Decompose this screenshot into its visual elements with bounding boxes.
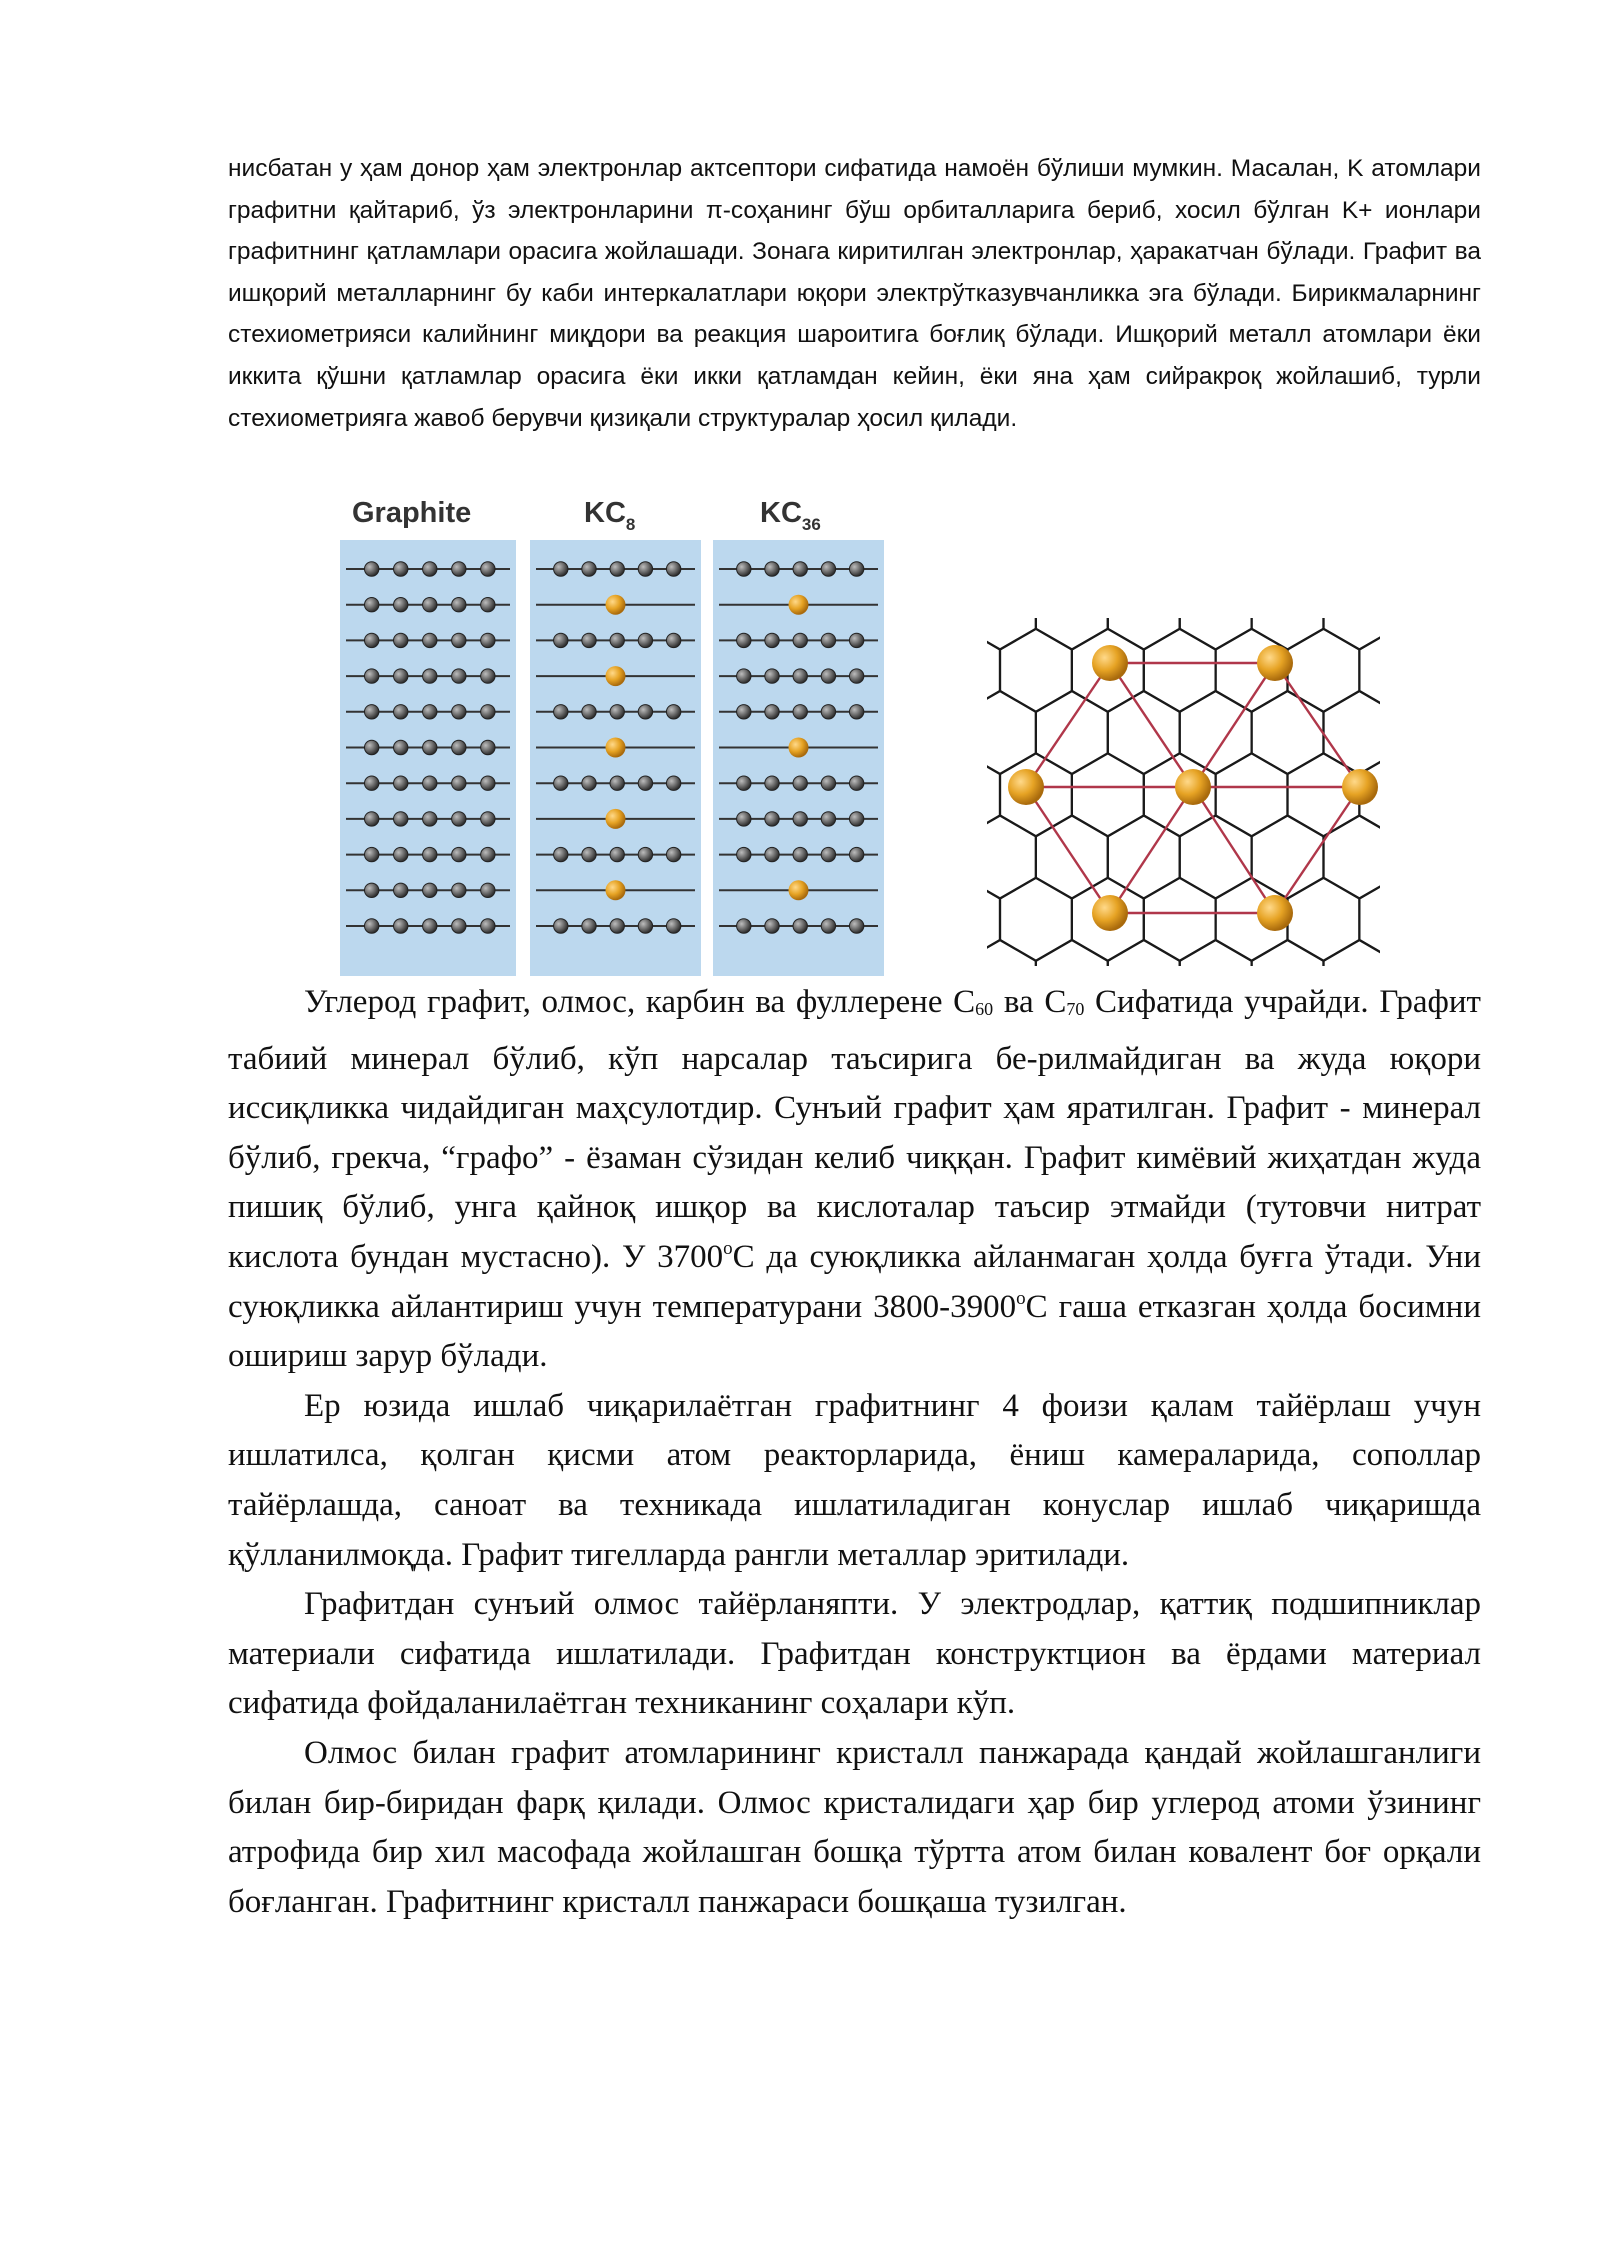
potassium-atom	[789, 595, 809, 615]
hexagon	[892, 691, 964, 774]
hexagon	[1288, 504, 1360, 587]
carbon-atom	[423, 883, 437, 897]
carbon-atom	[394, 776, 408, 790]
carbon-atom	[638, 562, 652, 576]
carbon-atom	[737, 847, 751, 861]
carbon-atom	[765, 812, 779, 826]
hexagon	[1288, 629, 1360, 712]
carbon-atom	[364, 705, 378, 719]
carbon-atom	[765, 776, 779, 790]
carbon-atom	[821, 919, 835, 933]
potassium-site	[1175, 769, 1211, 805]
carbon-atom	[666, 919, 680, 933]
k-k-bond	[1026, 787, 1110, 913]
hexagon	[1359, 504, 1420, 587]
carbon-atom	[364, 669, 378, 683]
carbon-atom	[423, 776, 437, 790]
hexagon	[928, 629, 1000, 712]
hexagon	[1252, 691, 1324, 774]
carbon-atom	[452, 669, 466, 683]
carbon-atom	[364, 812, 378, 826]
carbon-atom	[582, 847, 596, 861]
carbon-atom	[666, 847, 680, 861]
intro-paragraph: нисбатан у ҳам донор ҳам электронлар актсептори сифатида намоён бўлиши мумкин. Масалан, K атомлари графитни қайтариб, ўз электронларини π-соҳанинг бўш орбиталларига бериб, хосил бўлган K+ ионлари графитнинг қатламлари орасига жойлашади. Зонага киритилган электронлар, ҳаракатчан бўлади. Графит ва ишқорий металларнинг бу каби интеркалатлари юқори электрўтказувчанликка эга бўлади. Бирикмаларнинг стехиометрияси калийнинг миқдори ва реакция шароитига боғлиқ бўлади. Ишқорий металл атомлари ёки иккита қўшни қатламлар орасига ёки икки қатламдан кейин, ёки яна ҳам сийракроқ жойлашиб, турли стехиометрияга жавоб берувчи қизиқали структуралар ҳосил қилади.	[228, 155, 1481, 432]
carbon-atom	[793, 633, 807, 647]
carbon-atom	[821, 705, 835, 719]
carbon-atom	[582, 633, 596, 647]
carbon-atom	[423, 598, 437, 612]
carbon-atom	[582, 919, 596, 933]
carbon-atom	[364, 598, 378, 612]
potassium-atom	[606, 880, 626, 900]
carbon-atom	[610, 847, 624, 861]
hexagon	[928, 753, 1000, 836]
carbon-atom	[394, 847, 408, 861]
carbon-atom	[737, 812, 751, 826]
paragraph-1: Углерод графит, олмос, карбин ва фуллерене $С_{60}$ ва $С_{70}$ Сифатида учрайди. Графит табиий минерал бўлиб, кўп нарсалар таъсирига бе-рилмайдиган ва жуда юқори иссиқликка чидайдиган маҳсулотдир. Сунъий графит ҳам яратилган. Графит - минерал бўлиб, грекча, “графо” - ёзаман сўзидан келиб чиққан. Графит кимёвий жиҳатдан жуда пишиқ бўлиб, унга қайноқ ишқор ва кислоталар таъсир этмайди (тутовчи нитрат кислота бундан мустасно). У $3700^оС$ да суюқликка айланмаган ҳолда буғга ўтади. Уни суюқликка айлантириш учун температурани $3800-3900^оС$ гаша етказган ҳолда босимни ошириш зарур бўлади.	[228, 984, 1482, 1375]
carbon-atom	[737, 705, 751, 719]
potassium-site	[1342, 769, 1378, 805]
carbon-atom	[610, 633, 624, 647]
carbon-atom	[638, 776, 652, 790]
carbon-atom	[364, 776, 378, 790]
hexagon	[1324, 691, 1396, 774]
hexagon	[892, 567, 964, 650]
hexagon	[964, 691, 1036, 774]
carbon-atom	[666, 562, 680, 576]
carbon-atom	[481, 812, 495, 826]
hexagon	[1180, 940, 1252, 976]
hexagon	[1395, 567, 1420, 650]
carbon-atom	[821, 669, 835, 683]
carbon-atom	[821, 562, 835, 576]
hexagon	[1036, 567, 1108, 650]
carbon-atom	[364, 562, 378, 576]
carbon-atom	[638, 847, 652, 861]
carbon-atom	[481, 883, 495, 897]
carbon-atom	[481, 919, 495, 933]
potassium-site	[1008, 769, 1044, 805]
potassium-atom	[789, 738, 809, 758]
hexagon	[1216, 504, 1288, 587]
carbon-atom	[582, 705, 596, 719]
hexagon	[928, 878, 1000, 961]
carbon-atom	[821, 776, 835, 790]
carbon-atom	[394, 633, 408, 647]
carbon-atom	[849, 812, 863, 826]
carbon-atom	[554, 919, 568, 933]
carbon-atom	[554, 705, 568, 719]
graphite-intercalation-figure	[340, 488, 1420, 976]
carbon-atom	[452, 705, 466, 719]
body-text	[228, 978, 1481, 1927]
carbon-atom	[765, 919, 779, 933]
hexagon	[1288, 878, 1360, 961]
carbon-atom	[481, 633, 495, 647]
carbon-atom	[423, 633, 437, 647]
carbon-atom	[394, 562, 408, 576]
carbon-atom	[394, 669, 408, 683]
carbon-atom	[582, 562, 596, 576]
hexagon	[1144, 504, 1216, 587]
carbon-atom	[364, 633, 378, 647]
carbon-atom	[849, 847, 863, 861]
potassium-site	[1257, 645, 1293, 681]
hexagon	[1180, 567, 1252, 650]
carbon-atom	[793, 562, 807, 576]
carbon-atom	[394, 883, 408, 897]
potassium-atom	[606, 809, 626, 829]
carbon-atom	[481, 776, 495, 790]
label-kc36: $KC_{36}$	[760, 497, 821, 534]
carbon-atom	[849, 776, 863, 790]
hexagon	[1324, 567, 1396, 650]
carbon-atom	[793, 847, 807, 861]
hexagon	[1180, 691, 1252, 774]
carbon-atom	[638, 919, 652, 933]
carbon-atom	[423, 919, 437, 933]
carbon-atom	[765, 705, 779, 719]
carbon-atom	[394, 919, 408, 933]
carbon-atom	[452, 847, 466, 861]
hexagon	[1108, 940, 1180, 976]
carbon-atom	[821, 633, 835, 647]
carbon-atom	[481, 847, 495, 861]
carbon-atom	[394, 740, 408, 754]
hexagon	[892, 816, 964, 899]
carbon-atom	[666, 705, 680, 719]
carbon-atom	[765, 633, 779, 647]
hexagon	[1036, 691, 1108, 774]
carbon-atom	[554, 847, 568, 861]
carbon-atom	[849, 919, 863, 933]
potassium-site	[1092, 895, 1128, 931]
hexagon	[1072, 753, 1144, 836]
hexagon	[1000, 504, 1072, 587]
carbon-atom	[610, 776, 624, 790]
hexagon	[1395, 691, 1420, 774]
paragraph-2: Ер юзида ишлаб чиқарилаётган графитнинг 4 фоизи қалам тайёрлаш учун ишлатилса, қолган қисми атом реакторларида, ёниш камераларида, сополлар тайёрлашда, саноат ва техникада ишлатиладиган конуслар ишлаб чиқаришда қўлланилмоқда. Графит тигелларда рангли металлар эритилади.	[228, 1387, 1481, 1573]
figure-svg	[340, 488, 1420, 976]
potassium-site	[1092, 645, 1128, 681]
hexagon	[1108, 816, 1180, 899]
hexagon	[1000, 629, 1072, 712]
carbon-atom	[638, 705, 652, 719]
carbon-atom	[793, 812, 807, 826]
carbon-atom	[610, 705, 624, 719]
carbon-atom	[849, 669, 863, 683]
carbon-atom	[481, 669, 495, 683]
k-k-bond	[1275, 663, 1360, 787]
hexagon	[1000, 878, 1072, 961]
paragraph-4: Олмос билан графит атомларининг кристалл панжарада қандай жойлашганлиги билан бир-биридан фарқ қилади. Олмос кристалидаги ҳар бир углерод атоми ўзининг атрофида бир хил масофада жойлашган бошқа тўртта атом билан ковалент боғ орқали боғланган. Графитнинг кристалл панжараси бошқаша тузилган.	[228, 1734, 1481, 1920]
paragraph-3: Графитдан сунъий олмос тайёрланяпти. У электродлар, қаттиқ подшипниклар материали сифатида ишлатилади. Графитдан конструктцион ва ёрдами материал сифатида фойдаланилаётган техниканинг соҳалари кўп.	[228, 1586, 1481, 1722]
carbon-atom	[364, 740, 378, 754]
carbon-atom	[423, 812, 437, 826]
carbon-atom	[423, 705, 437, 719]
hexagon	[964, 567, 1036, 650]
potassium-atom	[606, 595, 626, 615]
carbon-atom	[638, 633, 652, 647]
k-k-bond	[1193, 663, 1275, 787]
hexagon	[1395, 816, 1420, 899]
carbon-atom	[452, 883, 466, 897]
carbon-atom	[423, 740, 437, 754]
carbon-atom	[765, 669, 779, 683]
carbon-atom	[452, 633, 466, 647]
hexagon	[892, 940, 964, 976]
carbon-atom	[793, 669, 807, 683]
potassium-site	[1257, 895, 1293, 931]
carbon-atom	[452, 919, 466, 933]
carbon-atom	[481, 562, 495, 576]
hexagon	[1359, 878, 1420, 961]
carbon-atom	[554, 562, 568, 576]
hexagon	[1144, 629, 1216, 712]
carbon-atom	[737, 776, 751, 790]
hexagon	[928, 504, 1000, 587]
hexagon	[1395, 940, 1420, 976]
hexagon	[1108, 567, 1180, 650]
hexagon	[964, 940, 1036, 976]
carbon-atom	[452, 740, 466, 754]
hexagon	[1108, 691, 1180, 774]
carbon-atom	[737, 633, 751, 647]
carbon-atom	[666, 776, 680, 790]
carbon-atom	[423, 669, 437, 683]
carbon-atom	[765, 847, 779, 861]
k-k-bond	[1193, 787, 1275, 913]
hexagon	[1072, 504, 1144, 587]
hexagon	[1324, 816, 1396, 899]
hexagon	[1216, 753, 1288, 836]
hexagon	[1144, 878, 1216, 961]
hexagon	[1252, 567, 1324, 650]
carbon-atom	[364, 919, 378, 933]
carbon-atom	[452, 812, 466, 826]
carbon-atom	[821, 847, 835, 861]
carbon-atom	[849, 705, 863, 719]
hexagon	[1359, 629, 1420, 712]
carbon-atom	[394, 598, 408, 612]
carbon-atom	[737, 919, 751, 933]
carbon-atom	[423, 562, 437, 576]
carbon-atom	[765, 562, 779, 576]
potassium-atom	[789, 880, 809, 900]
carbon-atom	[793, 705, 807, 719]
carbon-atom	[610, 919, 624, 933]
label-graphite: Graphite	[352, 497, 472, 529]
carbon-atom	[452, 562, 466, 576]
hexagon	[1252, 940, 1324, 976]
carbon-atom	[666, 633, 680, 647]
carbon-atom	[452, 598, 466, 612]
carbon-atom	[364, 883, 378, 897]
potassium-atom	[606, 738, 626, 758]
hexagon	[1180, 816, 1252, 899]
carbon-atom	[793, 776, 807, 790]
carbon-atom	[423, 847, 437, 861]
carbon-atom	[737, 669, 751, 683]
carbon-atom	[554, 776, 568, 790]
potassium-atom	[606, 666, 626, 686]
carbon-atom	[737, 562, 751, 576]
hexagon	[1036, 940, 1108, 976]
carbon-atom	[849, 633, 863, 647]
carbon-atom	[452, 776, 466, 790]
carbon-atom	[793, 919, 807, 933]
carbon-atom	[481, 598, 495, 612]
carbon-atom	[849, 562, 863, 576]
carbon-atom	[481, 705, 495, 719]
carbon-atom	[554, 633, 568, 647]
carbon-atom	[481, 740, 495, 754]
hexagon	[964, 816, 1036, 899]
carbon-atom	[394, 705, 408, 719]
label-kc8: $KC_8$	[584, 497, 636, 534]
carbon-atom	[364, 847, 378, 861]
k-k-bond	[1026, 663, 1110, 787]
carbon-atom	[394, 812, 408, 826]
carbon-atom	[582, 776, 596, 790]
carbon-atom	[821, 812, 835, 826]
hexagon	[1324, 940, 1396, 976]
carbon-atom	[610, 562, 624, 576]
